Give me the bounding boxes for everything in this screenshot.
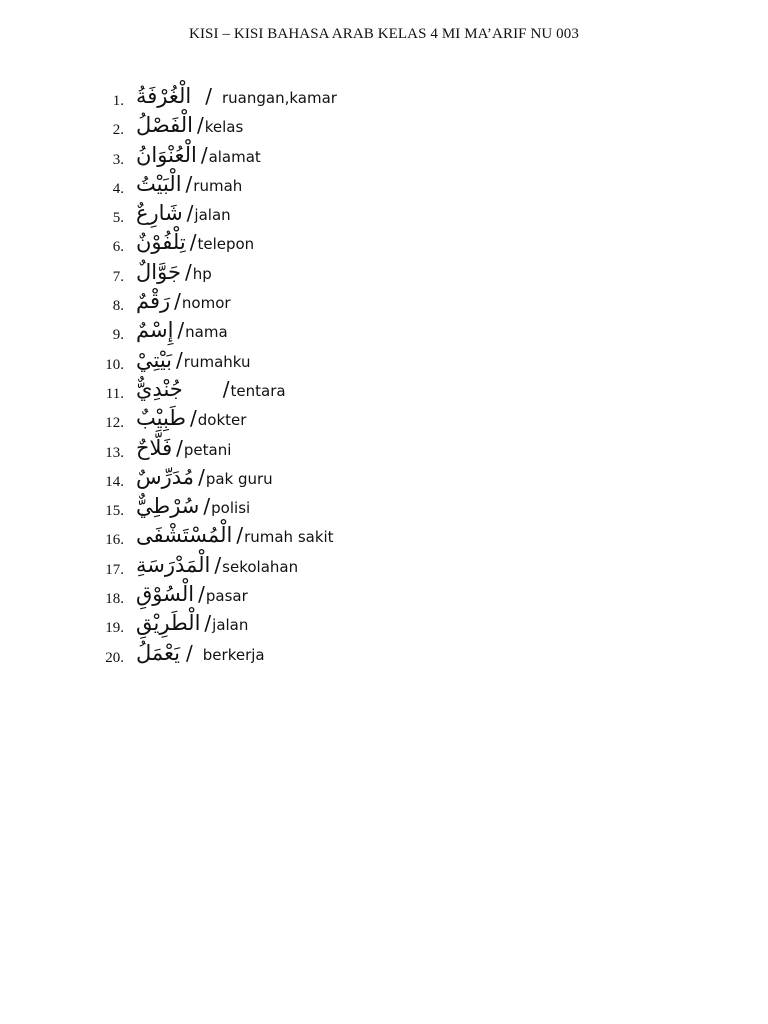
indonesian-meaning: tentara [230,381,286,400]
indonesian-meaning: rumah [193,176,243,195]
arabic-word: تِلْفُوْنٌ [136,230,186,255]
item-number: 17. [105,561,124,578]
arabic-word: رَقْمٌ [136,289,171,314]
separator-slash: / [185,171,193,196]
separator-slash: / [214,552,222,577]
item-number: 3. [112,151,124,168]
separator-slash: / [222,376,230,401]
separator-slash: / [236,523,244,548]
indonesian-meaning: jalan [212,616,249,635]
arabic-word: شَارِعٌ [136,201,183,226]
item-number: 18. [105,591,124,608]
indonesian-meaning: pasar [205,587,248,606]
arabic-word: بَيْتِيْ [136,347,173,372]
arabic-word: سُرْطِيٌّ [136,494,200,519]
arabic-word: الْمُسْتَشْفَى [136,523,233,548]
arabic-word: طَبِيْبٌ [136,406,187,431]
document-title: KISI – KISI BAHASA ARAB KELAS 4 MI MA’ARIF NU 003 [189,26,579,42]
arabic-word: يَعْمَلُ [136,640,181,665]
separator-slash: / [200,142,208,167]
separator-slash: / [196,113,204,138]
separator-slash: / [198,582,205,607]
indonesian-meaning: pak guru [205,469,273,488]
arabic-word: الْعُنْوَانُ [136,142,197,167]
arabic-word: الْفَصْلُ [136,113,193,138]
arabic-word: الْغُرْفَةُ [136,84,192,108]
arabic-word: فَلَّاحٌ [136,435,173,460]
arabic-word: مُدَرِّسٌ [136,464,195,489]
item-number: 10. [105,356,124,373]
separator-slash: / [186,201,194,226]
arabic-word: الْبَيْتُ [136,171,182,196]
indonesian-meaning: berkerja [202,645,265,664]
separator-slash: / [190,406,197,431]
indonesian-meaning: ruangan,kamar [222,89,337,107]
separator-slash: / [184,259,192,284]
arabic-word: الْمَدْرَسَةِ [136,552,211,577]
item-number: 15. [105,503,124,520]
item-number: 11. [105,385,124,402]
arabic-word: الْسُوْقِ [136,582,195,607]
indonesian-meaning: alamat [208,147,261,166]
separator-slash: / [186,640,193,665]
item-number: 12. [105,415,124,432]
item-number: 1. [112,93,124,109]
indonesian-meaning: sekolahan [222,557,299,576]
item-number: 4. [112,180,124,197]
item-number: 13. [105,444,124,461]
item-number: 2. [112,122,124,139]
separator-slash: / [189,230,197,255]
item-number: 5. [112,210,124,227]
separator-slash: / [174,289,181,314]
indonesian-meaning: petani [183,440,232,459]
item-number: 16. [105,532,124,549]
indonesian-meaning: jalan [194,206,231,225]
item-number: 14. [105,473,124,490]
separator-slash: / [204,611,212,636]
separator-slash: / [205,84,212,108]
separator-slash: / [203,494,211,519]
indonesian-meaning: dokter [197,411,247,430]
separator-slash: / [198,464,205,489]
indonesian-meaning: hp [192,264,212,283]
separator-slash: / [177,318,185,343]
indonesian-meaning: rumah sakit [244,528,334,547]
separator-slash: / [176,347,183,372]
item-number: 9. [112,327,124,344]
item-number: 6. [112,239,124,256]
arabic-word: الْطَرِيْقِ [136,611,201,636]
indonesian-meaning: rumahku [183,352,251,371]
indonesian-meaning: nomor [181,294,231,313]
indonesian-meaning: kelas [204,118,244,137]
arabic-word: جَوَّالٌ [136,259,181,284]
arabic-word: جُنْدِيٌّ [136,376,183,401]
separator-slash: / [176,435,183,460]
item-number: 8. [112,298,124,315]
indonesian-meaning: telepon [197,235,255,254]
indonesian-meaning: polisi [211,499,251,518]
arabic-word: إِسْمٌ [136,318,174,343]
item-number: 19. [105,620,124,637]
indonesian-meaning: nama [185,323,228,342]
item-number: 20. [105,649,124,666]
item-number: 7. [112,268,124,285]
